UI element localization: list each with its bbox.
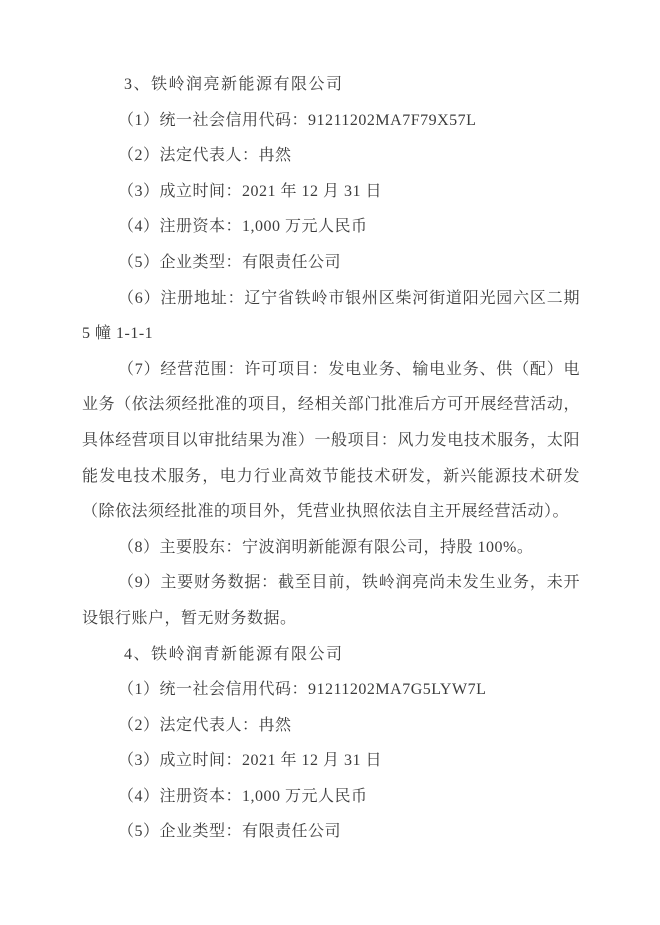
field-registered-address: （6）注册地址：辽宁省铁岭市银州区柴河街道阳光园六区二期 5 幢 1-1-1: [82, 289, 580, 343]
field-company-type: （5）企业类型：有限责任公司: [118, 253, 342, 271]
field-unified-social-credit-code: （1）统一社会信用代码：91211202MA7F79X57L: [118, 111, 477, 129]
company-section-3: [82, 67, 580, 637]
field-financial-data: （9）主要财务数据：截至目前，铁岭润亮尚未发生业务，未开设银行账户，暂无财务数据。: [82, 574, 580, 627]
company-section-4: [82, 637, 580, 851]
field-established-date: （3）成立时间：2021 年 12 月 31 日: [118, 182, 383, 200]
field-company-type: （5）企业类型：有限责任公司: [118, 823, 342, 841]
field-legal-representative: （2）法定代表人：冉然: [118, 716, 292, 734]
field-unified-social-credit-code: （1）统一社会信用代码：91211202MA7G5LYW7L: [118, 681, 487, 699]
field-registered-capital: （4）注册资本：1,000 万元人民币: [118, 787, 368, 805]
field-major-shareholder: （8）主要股东：宁波润明新能源有限公司，持股 100%。: [118, 538, 534, 556]
section-heading: 3、铁岭润亮新能源有限公司: [124, 76, 344, 93]
field-legal-representative: （2）法定代表人：冉然: [118, 147, 292, 165]
field-registered-capital: （4）注册资本：1,000 万元人民币: [118, 218, 368, 236]
field-established-date: （3）成立时间：2021 年 12 月 31 日: [118, 752, 383, 770]
section-heading: 4、铁岭润青新能源有限公司: [124, 645, 344, 663]
field-business-scope: （7）经营范围：许可项目：发电业务、输电业务、供（配）电业务（依法须经批准的项目，经相关部门批准后方可开展经营活动，具体经营项目以审批结果为准）一般项目：风力发电技术服务，太阳能发电技术服务，电力行业高效节能技术研发，新兴能源技术研发（除依法须经批准的项目外，凭营业执照依法自主开展经营活动）。: [82, 360, 580, 521]
